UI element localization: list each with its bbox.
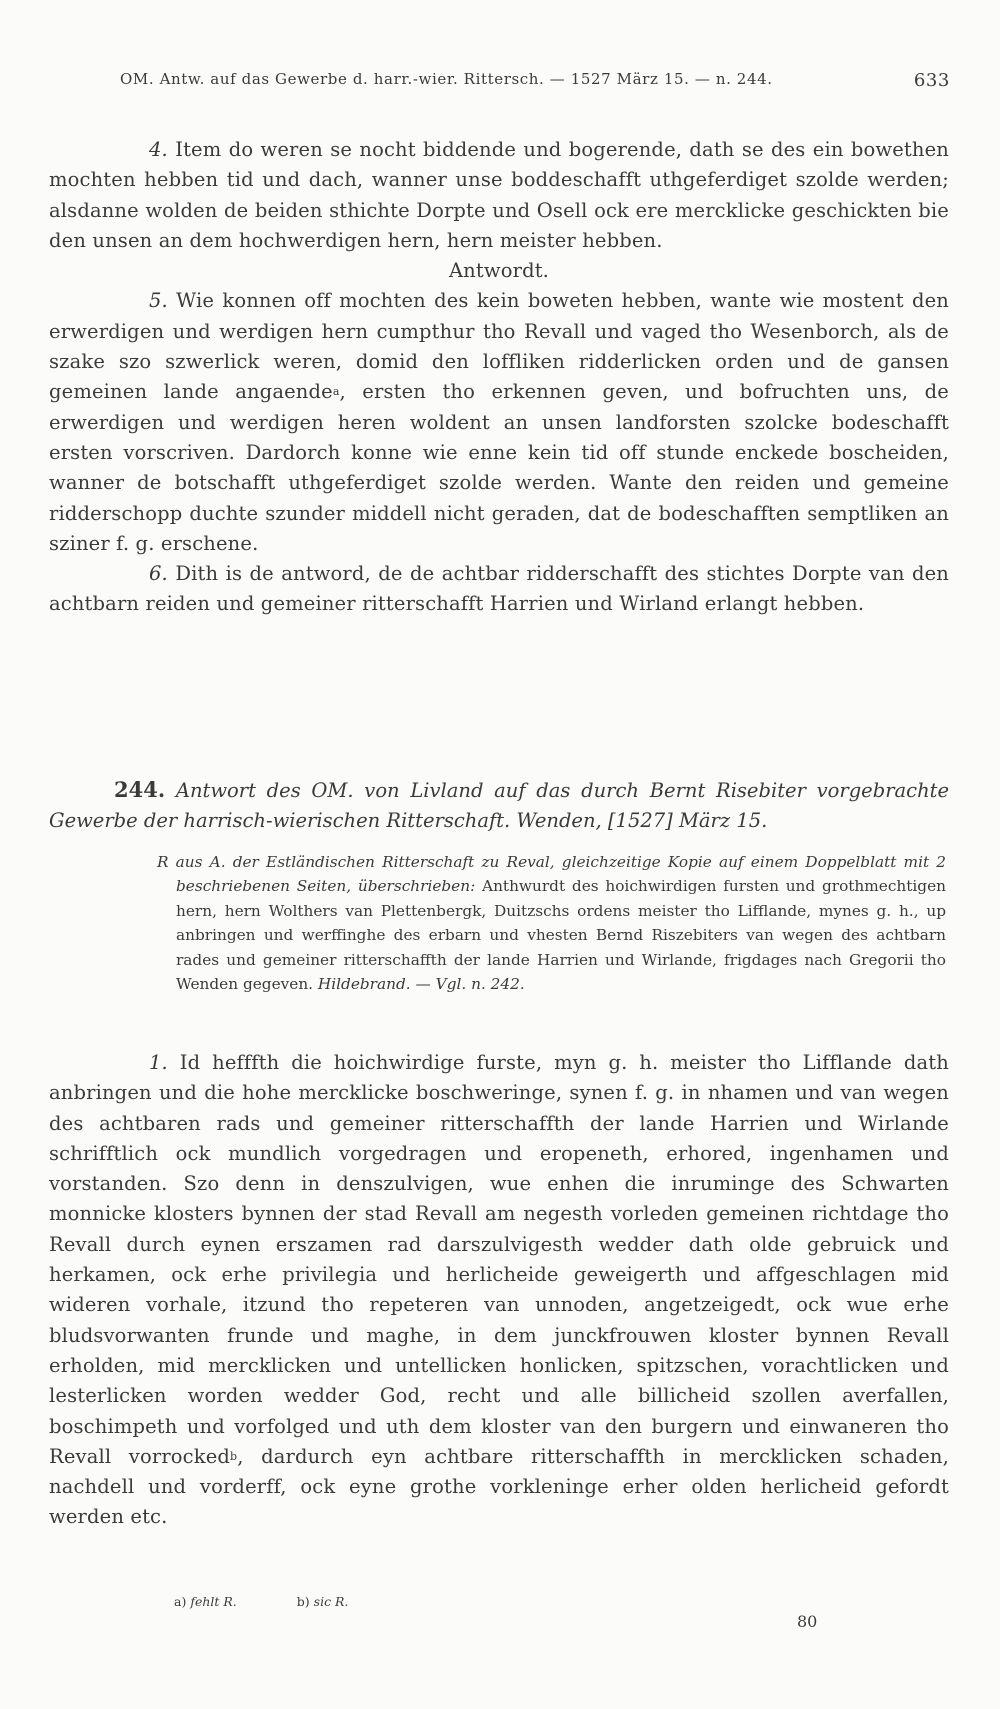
document-title: Antwort des OM. von Livland auf das durch Bernt Risebiter vorgebrachte Gewerbe der harrisch-wierischen Ritterschaft. Wenden, [1527] März 15. (49, 779, 950, 832)
continued-text-block (49, 135, 949, 620)
paragraph-text: Item do weren se nocht biddende und bogerende, dath se des ein bowethen mochten hebben tid und dach, wanner unse boddeschafft uthgeferdiget szolde werden; alsdanne wolden de beiden sthichte Dorpte und Osell ock ere mercklicke geschickten bie den unsen an dem hochwerdigen hern, hern meister hebben. (49, 138, 949, 252)
source-note (157, 850, 946, 996)
sheet-signature: 80 (797, 1612, 818, 1631)
paragraph-4 (49, 135, 949, 256)
running-header (120, 70, 950, 91)
paragraph-text: , ersten tho erkennen geven, und bofruchten uns, de erwerdigen und werdigen heren woldent an unsen landforsten szolcke bodeschafft ersten vorscriven. Dardorch konne wie enne kein tid off stunde enckede boscheiden, wanner de botschafft uthgeferdiget szolde werden. Wante den reiden und gemeine ridderschopp duchte szunder middell nicht geraden, dat de bodeschafften semptliken an sziner f. g. erschene. (49, 380, 949, 555)
main-text-block (49, 1048, 949, 1533)
footnote-b: b) sic R. (296, 1594, 349, 1609)
running-title: OM. Antw. auf das Gewerbe d. harr.-wier. Rittersch. — 1527 März 15. — n. 244. (120, 70, 773, 88)
paragraph-text: Dith is de antword, de de achtbar ridderschafft des stichtes Dorpte van den achtbarn reiden und gemeiner ritterschafft Harrien und Wirland erlangt hebben. (49, 562, 949, 616)
paragraph-text: Id hefffth die hoichwirdige furste, myn g. h. meister tho Lifflande dath anbringen und die hohe mercklicke boschweringe, synen f. g. in nhamen und van wegen des achtbaren rads und gemeiner ritterschaffth der lande Harrien und Wirlande schrifftlich ock mundlich vorgedragen und eropeneth, erhored, ingenhamen und vorstanden. Szo denn in denszulvigen, wue enhen die inruminge des Schwarten monnicke klosters bynnen der stad Revall am negesth vorleden gemeinen richtdage tho Revall durch eynen erszamen rad darszulvigesth wedder dath olde gebruick und herkamen, ock erhe privilegia und herlicheide geweigerth und affgeschlagen mid wideren vorhale, itzund tho repeteren van unnoden, angetzeigedt, ock wue erhe bludsvorwanten frunde und maghe, in dem junckfrouwen kloster bynnen Revall erholden, mid mercklicken und untellicken honlicken, spitzschen, vorachtlicken und lesterlicken worden wedder God, recht und alle billicheid szollen averfallen, boschimpeth und vorfolged und uth dem kloster van den burgern und einwaneren tho Revall vorrocked (49, 1051, 949, 1468)
document-heading (49, 775, 949, 836)
footnote-ref: a (332, 385, 340, 399)
paragraph-number: 6. (149, 562, 168, 586)
paragraph-1 (49, 1048, 949, 1533)
source-quote: Anthwurdt des hoichwirdigen fursten und grothmechtigen hern, hern Wolthers van Plettenbergk, Duitzschs ordens meister tho Lifflande, mynes g. h., up anbringen und werffinghe des erbarn und vhesten Bernd Riszebiters van wegen des achtbarn rades und gemeiner ritterschaffth der lande Harrien und Wirlande, frigdages nach Gregorii tho Wenden gegeven. (176, 877, 946, 994)
source-description: R aus A. der Estländischen Ritterschaft zu Reval, gleichzeitige Kopie auf einem Doppelblatt mit 2 beschriebenen Seiten, überschrieben: (157, 853, 946, 896)
paragraph-number: 5. (149, 289, 168, 313)
paragraph-6 (49, 559, 949, 620)
source-reference: Hildebrand. — Vgl. n. 242. (317, 975, 525, 994)
document-number: 244. (114, 777, 166, 802)
answer-heading: Antwordt. (448, 259, 550, 283)
footnote-a: a) fehlt R. (174, 1594, 237, 1609)
page-number: 633 (913, 70, 950, 91)
paragraph-number: 1. (149, 1051, 168, 1074)
footnotes (174, 1594, 348, 1609)
paragraph-text: Wie konnen off mochten des kein boweten hebben, wante wie mostent den erwerdigen und werdigen hern cumpthur tho Revall und vaged tho Wesenborch, als de szake szo szwerlick weren, domid den lofflikеn ridderlicken orden und de gansen gemeinen lande angaende (49, 289, 949, 404)
paragraph-5 (49, 286, 949, 559)
paragraph-text: , dardurch eyn achtbare ritterschaffth in mercklicken schaden, nachdell und vorderff, ock eyne grothe vorkleninge erher olden herlicheid gefordt werden etc. (49, 1444, 949, 1529)
footnote-ref: b (230, 1449, 238, 1463)
paragraph-number: 4. (149, 138, 168, 161)
